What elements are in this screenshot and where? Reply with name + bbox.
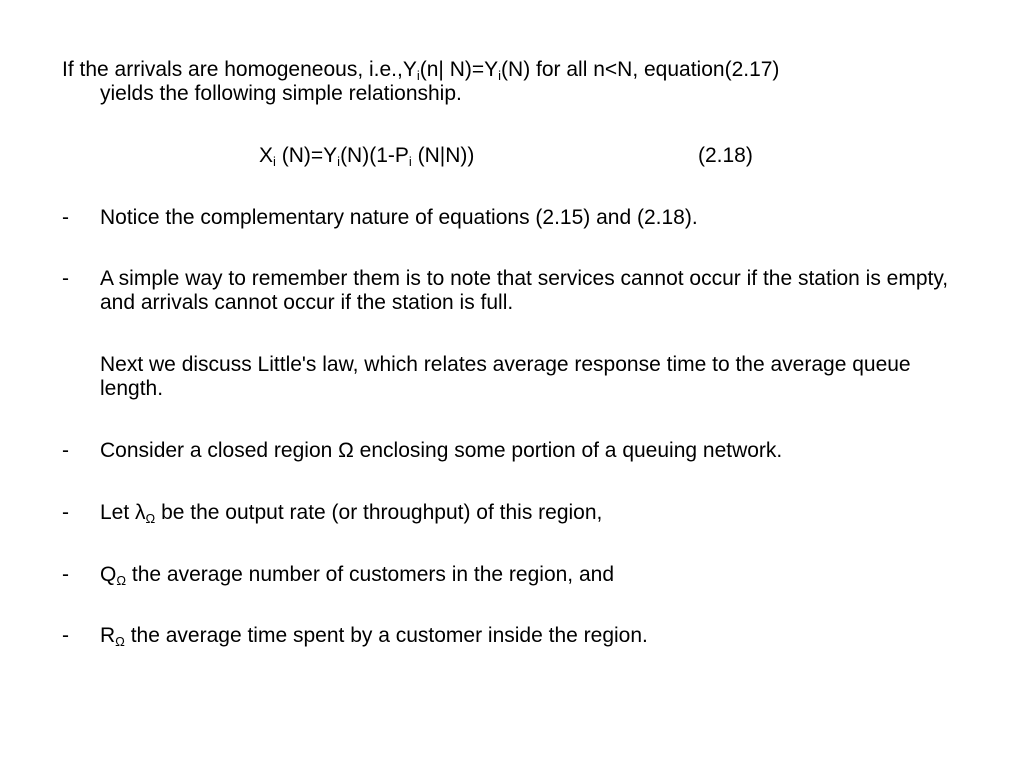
intro-line-2: yields the following simple relationship. (100, 82, 462, 105)
bullet-dash: - (62, 563, 69, 586)
bullet-dash: - (62, 624, 69, 647)
bullet-text (100, 563, 960, 587)
intro-paragraph (62, 58, 962, 82)
q-pre: Q (100, 563, 117, 586)
eq-part-3: (N|N)) (411, 144, 475, 167)
omega-sub: Ω (116, 573, 127, 588)
intro-sub-1: i (416, 68, 420, 83)
r-pre: R (100, 624, 116, 647)
omega-sub: Ω (115, 634, 125, 649)
bullet-dash: - (62, 206, 69, 229)
bullet-dash: - (62, 439, 69, 462)
q-post: the average number of customers in the region, and (126, 563, 615, 586)
bullet-text: Notice the complementary nature of equations (2.15) and (2.18). (100, 206, 698, 229)
bullet-text (100, 501, 960, 525)
equation-number: (2.18) (698, 144, 753, 167)
intro-text-1: If the arrivals are homogeneous, i.e.,Y (62, 58, 417, 81)
eq-part-2: (N)(1-P (340, 144, 409, 167)
littles-law-paragraph: Next we discuss Little's law, which relates average response time to the average queue length. (100, 353, 911, 400)
eq-x: X (259, 144, 274, 167)
eq-part-1: (N)=Y (275, 144, 338, 167)
r-post: the average time spent by a customer inside the region. (124, 624, 648, 647)
lambda-pre: Let λ (100, 501, 146, 524)
omega-sub: Ω (145, 511, 156, 526)
eq-sub-y: i (337, 154, 341, 169)
eq-sub-x: i (273, 154, 276, 169)
bullet-text: A simple way to remember them is to note that services cannot occur if the station is empty, and arrivals cannot occur if the station is full. (100, 267, 949, 314)
eq-sub-p: i (408, 154, 412, 169)
bullet-text (100, 624, 960, 648)
equation (259, 144, 474, 168)
bullet-text: Consider a closed region Ω enclosing some portion of a queuing network. (100, 439, 783, 462)
intro-sub-2: i (498, 68, 502, 83)
intro-text-2: (n| N)=Y (419, 58, 499, 81)
bullet-dash: - (62, 501, 69, 524)
lambda-post: be the output rate (or throughput) of this region, (155, 501, 603, 524)
bullet-dash: - (62, 267, 69, 290)
intro-text-3: (N) for all n<N, equation(2.17) (501, 58, 780, 81)
